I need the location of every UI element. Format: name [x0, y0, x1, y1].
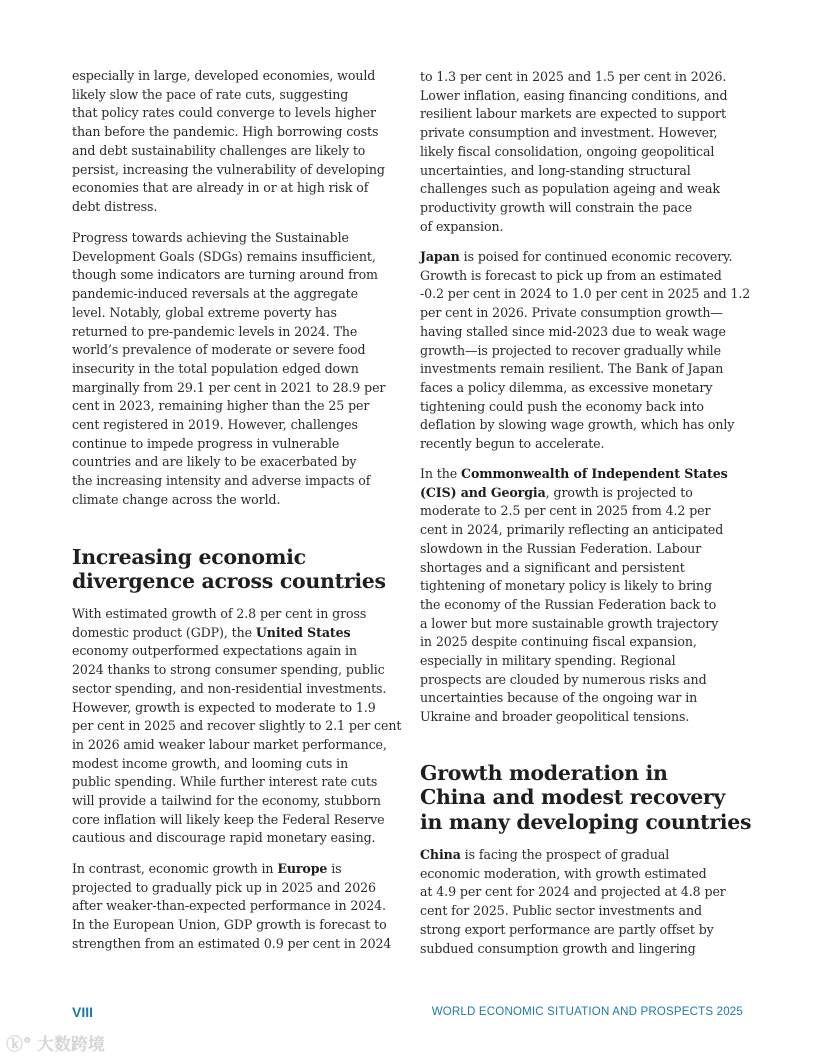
text-line	[72, 123, 412, 142]
text-segment: uncertainties, and long-standing structural	[420, 162, 691, 178]
text-segment: In the	[420, 466, 462, 481]
text-line	[72, 248, 412, 267]
text-segment: after weaker-than-expected performance in 2024.	[72, 898, 386, 914]
heading-line: in many developing countries	[420, 809, 752, 834]
text-segment: resilient labour markets are expected to support	[420, 106, 726, 122]
text-segment: moderate to 2.5 per cent in 2025 from 4.2 per	[420, 503, 711, 519]
watermark-logo: ⓚ° 大数跨境	[6, 1035, 105, 1055]
text-segment: is	[327, 861, 342, 876]
text-segment: the economy of the Russian Federation back to	[420, 596, 717, 612]
text-line	[72, 773, 412, 792]
text-line	[420, 199, 760, 218]
text-segment: having stalled since mid-2023 due to weak wage	[420, 323, 726, 339]
text-line	[420, 360, 760, 379]
text-line	[420, 652, 760, 671]
text-segment: economy outperformed expectations again in	[72, 643, 357, 659]
text-segment: marginally from 29.1 per cent in 2021 to 28.9 per	[72, 379, 386, 395]
bold-term: (CIS) and Georgia	[420, 484, 546, 500]
text-line	[72, 624, 412, 643]
text-segment: countries and are likely to be exacerbated by	[72, 454, 357, 470]
text-segment: per cent in 2026. Private consumption growth—	[420, 305, 723, 321]
text-line	[420, 671, 760, 690]
text-line	[420, 398, 760, 417]
text-segment: economic moderation, with growth estimated	[420, 865, 707, 881]
text-segment: pandemic-induced reversals at the aggregate	[72, 286, 358, 302]
text-line	[72, 416, 412, 435]
text-line	[72, 397, 412, 416]
text-segment: public spending. While further interest rate cuts	[72, 774, 378, 790]
text-segment: cent in 2024, primarily reflecting an anticipated	[420, 522, 724, 538]
paragraph-japan	[420, 248, 760, 454]
text-segment: debt distress.	[72, 198, 158, 214]
text-line	[420, 921, 760, 940]
text-line	[72, 304, 412, 323]
text-segment: the increasing intensity and adverse impacts of	[72, 473, 371, 489]
text-line	[420, 940, 760, 959]
text-segment: economies that are already in or at high risk of	[72, 180, 369, 196]
text-line	[420, 484, 760, 503]
text-line	[420, 708, 760, 727]
page-number: VIII	[72, 1004, 94, 1020]
text-line	[420, 865, 760, 884]
text-segment: insecurity in the total population edged down	[72, 360, 359, 376]
text-line	[420, 68, 760, 87]
text-segment: per cent in 2025 and recover slightly to 2.1 per cent	[72, 718, 402, 734]
text-line	[72, 792, 412, 811]
text-segment: -0.2 per cent in 2024 to 1.0 per cent in 2025 and 1.2	[420, 286, 751, 302]
text-line	[420, 435, 760, 454]
text-line	[420, 218, 760, 237]
publication-title: WORLD ECONOMIC SITUATION AND PROSPECTS 2025	[431, 1006, 743, 1018]
text-line	[72, 435, 412, 454]
text-segment: In the European Union, GDP growth is forecast to	[72, 917, 387, 933]
text-segment: productivity growth will constrain the pace	[420, 199, 693, 215]
text-line	[420, 540, 760, 559]
text-segment: though some indicators are turning around from	[72, 267, 378, 283]
text-line	[420, 143, 760, 162]
text-line	[420, 902, 760, 921]
text-line	[420, 87, 760, 106]
text-segment: Development Goals (SDGs) remains insufficient,	[72, 248, 376, 264]
text-segment: to 1.3 per cent in 2025 and 1.5 per cent in 2026.	[420, 69, 727, 84]
text-segment: at 4.9 per cent for 2024 and projected at 4.8 per	[420, 884, 726, 900]
bold-term: Commonwealth of Independent States	[461, 466, 728, 481]
text-segment: is facing the prospect of gradual	[460, 847, 670, 862]
text-line	[72, 916, 412, 935]
text-segment: Ukraine and broader geopolitical tensions.	[420, 709, 690, 725]
text-segment: investments remain resilient. The Bank of Japan	[420, 361, 724, 377]
text-line	[420, 323, 760, 342]
text-line	[72, 323, 412, 342]
text-line	[72, 472, 412, 491]
text-line	[72, 142, 412, 161]
text-segment: level. Notably, global extreme poverty has	[72, 304, 337, 320]
text-segment: will provide a tailwind for the economy, stubborn	[72, 793, 381, 809]
heading-line: Growth moderation in	[420, 761, 668, 785]
text-segment: in 2025 despite continuing fiscal expansion,	[420, 634, 697, 650]
text-segment: slowdown in the Russian Federation. Labour	[420, 540, 702, 556]
text-line	[420, 883, 760, 902]
text-segment: strong export performance are partly offset by	[420, 921, 714, 937]
text-segment: cent in 2023, remaining higher than the 25 per	[72, 398, 370, 414]
text-line	[420, 615, 760, 634]
text-segment: Lower inflation, easing financing conditions, and	[420, 87, 728, 103]
text-segment: In contrast, economic growth in	[72, 861, 278, 876]
paragraph-united-states	[72, 605, 412, 848]
bold-term: China	[420, 847, 461, 862]
paragraph-policy-rates	[72, 67, 412, 217]
text-line	[72, 605, 412, 624]
heading-line: Increasing economic	[72, 545, 306, 569]
text-segment: recently begun to accelerate.	[420, 436, 605, 452]
text-line	[420, 633, 760, 652]
paragraph-europe	[72, 860, 412, 954]
text-line	[72, 161, 412, 180]
bold-term: United States	[255, 624, 351, 640]
text-segment: is poised for continued economic recovery.	[459, 249, 733, 264]
text-line	[420, 342, 760, 361]
text-segment: world’s prevalence of moderate or severe food	[72, 342, 366, 358]
text-line	[72, 491, 412, 510]
text-line	[72, 661, 412, 680]
heading-line: divergence across countries	[72, 569, 386, 594]
text-line	[420, 248, 760, 267]
text-line	[420, 559, 760, 578]
text-line	[420, 596, 760, 615]
text-line	[72, 266, 412, 285]
paragraph-china	[420, 846, 760, 958]
text-segment: shortages and a significant and persistent	[420, 559, 685, 575]
text-segment: likely slow the pace of rate cuts, suggesting	[72, 86, 349, 102]
text-segment: 2024 thanks to strong consumer spending, public	[72, 662, 385, 678]
text-segment: growth—is projected to recover gradually while	[420, 342, 721, 358]
text-line	[420, 846, 760, 865]
text-segment: a lower but more sustainable growth trajectory	[420, 615, 719, 631]
text-segment: cent for 2025. Public sector investments and	[420, 903, 702, 919]
text-segment: prospects are clouded by numerous risks and	[420, 671, 707, 687]
text-line	[420, 465, 760, 484]
text-line	[72, 717, 412, 736]
text-line	[420, 267, 760, 286]
text-line	[420, 105, 760, 124]
text-segment: that policy rates could converge to levels higher	[72, 105, 376, 121]
text-line	[72, 379, 412, 398]
text-line	[72, 360, 412, 379]
text-line	[72, 285, 412, 304]
heading-economic-divergence	[72, 545, 386, 594]
text-segment: continue to impede progress in vulnerable	[72, 435, 340, 451]
text-segment: especially in large, developed economies, would	[72, 68, 376, 83]
paragraph-cis-georgia	[420, 465, 760, 727]
text-line	[72, 642, 412, 661]
text-segment: modest income growth, and looming cuts in	[72, 755, 349, 771]
heading-line: China and modest recovery	[420, 785, 726, 810]
bold-term: Japan	[420, 249, 460, 264]
text-segment: deflation by slowing wage growth, which has only	[420, 417, 735, 433]
text-segment: domestic product (GDP), the	[72, 624, 256, 640]
text-line	[420, 416, 760, 435]
paragraph-europe-continued	[420, 68, 760, 236]
text-line	[420, 285, 760, 304]
text-segment: of expansion.	[420, 218, 504, 234]
text-segment: projected to gradually pick up in 2025 and 2026	[72, 879, 376, 895]
text-segment: private consumption and investment. However,	[420, 125, 718, 141]
heading-growth-moderation	[420, 761, 751, 834]
text-line	[72, 811, 412, 830]
text-segment: core inflation will likely keep the Federal Reserve	[72, 811, 385, 827]
text-segment: and debt sustainability challenges are likely to	[72, 142, 366, 158]
text-line	[420, 162, 760, 181]
text-segment: especially in military spending. Regional	[420, 653, 676, 669]
text-line	[72, 453, 412, 472]
text-segment: tightening of monetary policy is likely to bring	[420, 578, 712, 594]
text-segment: uncertainties because of the ongoing war in	[420, 690, 698, 706]
text-line	[72, 935, 412, 954]
text-line	[72, 829, 412, 848]
text-segment: Progress towards achieving the Sustainable	[72, 230, 349, 245]
text-line	[420, 379, 760, 398]
text-line	[72, 341, 412, 360]
text-segment: strengthen from an estimated 0.9 per cent in 2024	[72, 935, 392, 951]
text-line	[420, 521, 760, 540]
text-segment: , growth is projected to	[545, 484, 693, 500]
text-line	[72, 897, 412, 916]
text-line	[72, 198, 412, 217]
text-segment: challenges such as population ageing and weak	[420, 181, 720, 197]
text-segment: However, growth is expected to moderate to 1.9	[72, 699, 376, 715]
text-segment: in 2026 amid weaker labour market performance,	[72, 736, 387, 752]
paragraph-sdg-progress	[72, 229, 412, 510]
text-line	[72, 699, 412, 718]
text-line	[72, 179, 412, 198]
text-line	[420, 577, 760, 596]
text-segment: climate change across the world.	[72, 491, 281, 507]
text-line	[420, 689, 760, 708]
text-segment: subdued consumption growth and lingering	[420, 940, 696, 956]
text-segment: persist, increasing the vulnerability of developing	[72, 161, 385, 177]
text-line	[72, 67, 412, 86]
text-line	[72, 755, 412, 774]
text-segment: tightening could push the economy back into	[420, 398, 704, 414]
text-segment: cautious and discourage rapid monetary easing.	[72, 830, 376, 846]
text-line	[420, 180, 760, 199]
text-segment: faces a policy dilemma, as excessive monetary	[420, 379, 713, 395]
text-segment: returned to pre-pandemic levels in 2024. The	[72, 323, 358, 339]
text-line	[420, 502, 760, 521]
text-segment: cent registered in 2019. However, challenges	[72, 417, 358, 433]
text-line	[72, 860, 412, 879]
text-line	[72, 104, 412, 123]
text-line	[420, 304, 760, 323]
text-segment: sector spending, and non-residential investments.	[72, 680, 387, 696]
text-line	[72, 736, 412, 755]
bold-term: Europe	[277, 861, 328, 876]
text-line	[420, 124, 760, 143]
text-line	[72, 86, 412, 105]
text-line	[72, 229, 412, 248]
text-segment: Growth is forecast to pick up from an estimated	[420, 267, 722, 283]
text-line	[72, 879, 412, 898]
text-line	[72, 680, 412, 699]
text-segment: With estimated growth of 2.8 per cent in gross	[72, 606, 367, 621]
text-segment: likely fiscal consolidation, ongoing geopolitical	[420, 143, 715, 159]
text-segment: than before the pandemic. High borrowing costs	[72, 124, 379, 140]
